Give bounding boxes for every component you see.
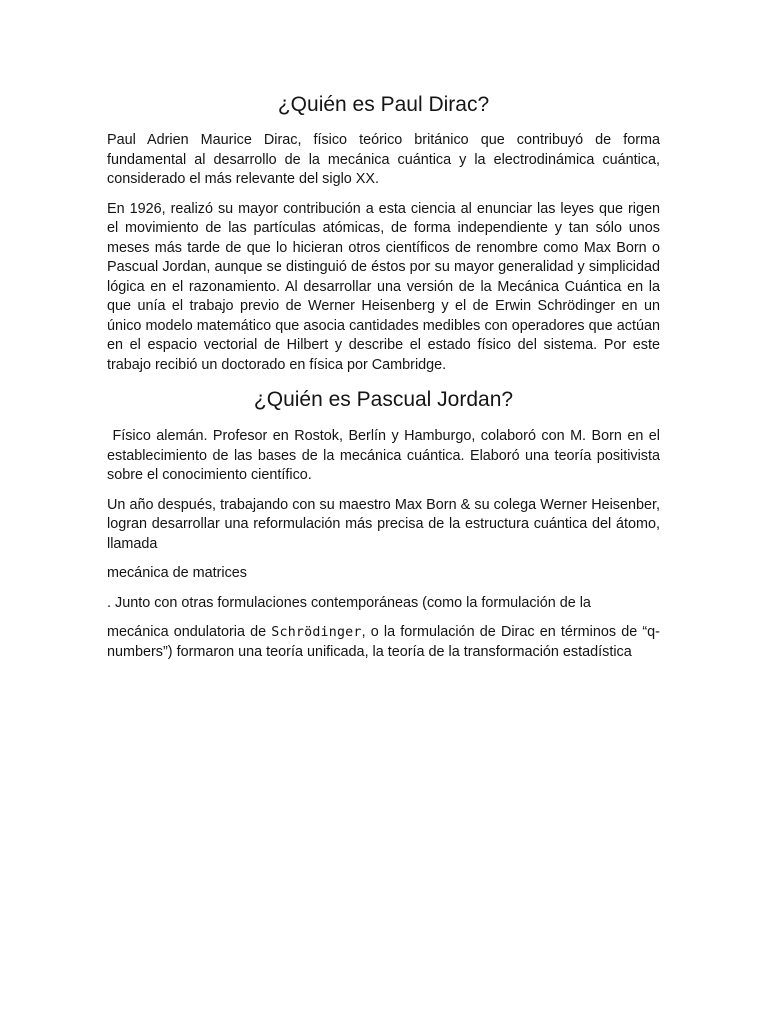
paragraph-formulations: . Junto con otras formulaciones contemporáneas (como la formulación de la — [107, 594, 591, 611]
paragraph-jordan-matrices: Un año después, trabajando con su maestro Max Born & su colega Werner Heisenber, logran desarrollar una reformulación más precisa de la estructura cuántica del átomo, llamada — [107, 496, 660, 552]
paragraph-jordan-intro: Físico alemán. Profesor en Rostok, Berlín y Hamburgo, colaboró con M. Born en el establecimiento de las bases de la mecánica cuántica. Elaboró una teoría positivista sobre el conocimiento científico. — [107, 428, 665, 483]
text-unified-theory: , o la formulación de Dirac en términos de “q-numbers”) formaron una teoría unificada, la teoría de la transformación estadística — [107, 624, 660, 660]
document-page — [107, 92, 665, 672]
heading-pascual-jordan: ¿Quién es Pascual Jordan? — [253, 388, 514, 411]
text-wave-mechanics: mecánica ondulatoria de — [107, 624, 272, 640]
paragraph-matrix-mechanics: mecánica de matrices — [107, 565, 247, 581]
text-schrodinger: Schrödinger — [271, 625, 362, 640]
heading-paul-dirac: ¿Quién es Paul Dirac? — [277, 93, 490, 116]
paragraph-dirac-intro: Paul Adrien Maurice Dirac, físico teórico británico que contribuyó de forma fundamental al desarrollo de la mecánica cuántica y la electrodinámica cuántica, considerado el más relevante del siglo XX. — [107, 132, 660, 187]
paragraph-dirac-contribution: En 1926, realizó su mayor contribución a esta ciencia al enunciar las leyes que rigen el movimiento de las partículas atómicas, de forma independiente y tan sólo unos meses más tarde de que lo hicieran otros científicos de renombre como Max Born o Pascual Jordan, aunque se distinguió de éstos por su mayor generalidad y simplicidad lógica en el razonamiento. Al desarrollar una versión de la Mecánica Cuántica en la que unía el trabajo previo de Werner Heisenberg y el de Erwin Schrödinger en un único modelo matemático que asocia cantidades medibles con operadores que actúan en el espacio vectorial de Hilbert y describe el estado físico del sistema. Por este trabajo recibió un doctorado en física por Cambridge. — [107, 200, 660, 373]
paragraph-unified-theory — [107, 623, 660, 662]
